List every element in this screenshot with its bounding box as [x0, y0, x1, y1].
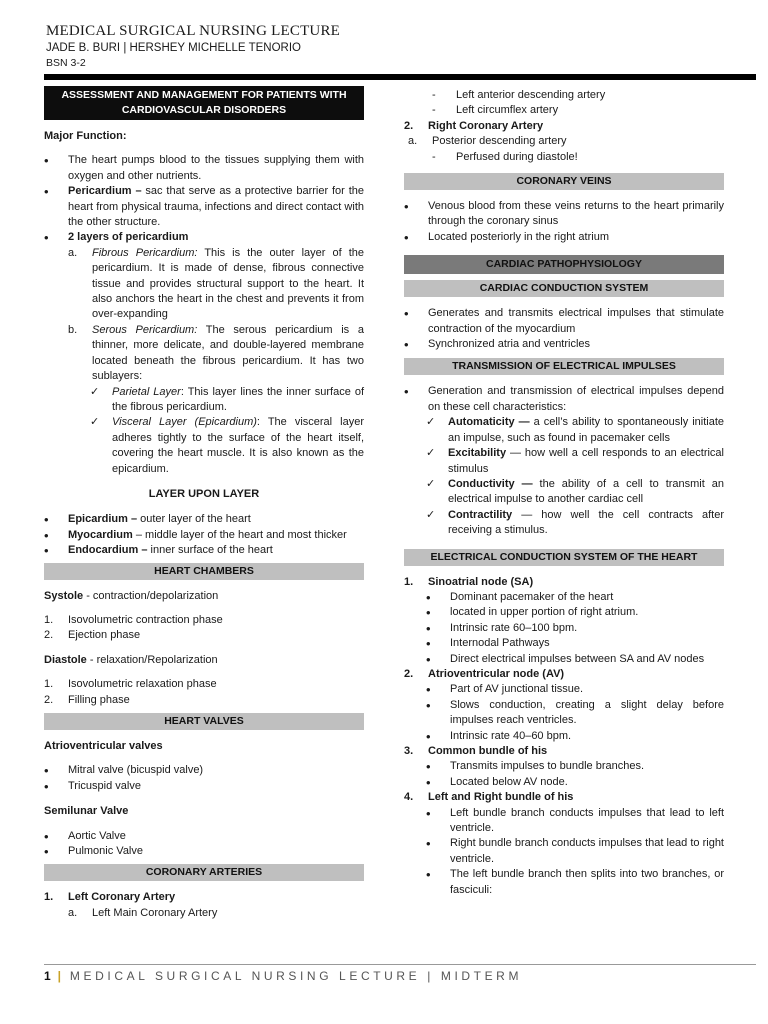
check-icon: ✓	[426, 477, 436, 490]
list-item: - Perfused during diastole!	[432, 150, 578, 163]
banner-coronary-veins: CORONARY VEINS	[404, 173, 724, 190]
list-item: 2. Filling phase	[44, 693, 130, 706]
list-item: • Generation and transmission of electrical impulses depend on these cell characteristics:	[404, 384, 724, 415]
list-item: 2. Ejection phase	[44, 629, 141, 642]
footer-separator: |	[57, 969, 61, 983]
list-item: 4. Left and Right bundle of his	[404, 791, 574, 804]
list-item: • Tricuspid valve	[44, 779, 364, 794]
list-item: - Left circumflex artery	[432, 104, 559, 117]
footer-text: MEDICAL SURGICAL NURSING LECTURE | MIDTERM	[69, 969, 523, 983]
systole-line: Systole - contraction/depolarization	[44, 589, 219, 602]
left-column	[44, 86, 364, 921]
banner-heart-valves: HEART VALVES	[44, 713, 364, 730]
list-item: • Epicardium – outer layer of the heart	[44, 512, 364, 527]
check-icon: ✓	[426, 447, 436, 460]
list-item: ✓ Contractility — how well the cell contracts after receiving a stimulus.	[426, 508, 724, 537]
list-item: • Pericardium – sac that serve as a protective barrier for the heart from physical trauma, infections and direct contact with the other structure.	[44, 184, 364, 230]
list-item: ✓ Conductivity — the ability of a cell to transmit an electrical impulse to another cardiac cell	[426, 477, 725, 506]
list-item: • Located below AV node.	[426, 775, 724, 790]
list-item: • Right bundle branch conducts impulses that lead to right ventricle.	[426, 836, 724, 867]
list-item: • Intrinsic rate 60–100 bpm.	[426, 621, 724, 636]
document-title: MEDICAL SURGICAL NURSING LECTURE	[46, 23, 341, 39]
major-function-heading: Major Function:	[44, 130, 127, 142]
list-item: a. Left Main Coronary Artery	[68, 906, 218, 919]
list-item: • Dominant pacemaker of the heart	[426, 590, 724, 605]
list-item: • located in upper portion of right atrium.	[426, 605, 724, 620]
banner-coronary-arteries: CORONARY ARTERIES	[44, 864, 364, 881]
list-item: • Transmits impulses to bundle branches.	[426, 759, 724, 774]
list-item: 2. Atrioventricular node (AV)	[404, 667, 565, 680]
banner-electrical-conduction: ELECTRICAL CONDUCTION SYSTEM OF THE HEART	[404, 549, 724, 566]
list-item: • Slows conduction, creating a slight delay before impulses reach ventricles.	[426, 698, 724, 729]
list-item: • Pulmonic Valve	[44, 844, 364, 859]
page-footer	[44, 967, 522, 985]
layer-heading: LAYER UPON LAYER	[148, 487, 260, 500]
list-item: • Located posteriorly in the right atrium	[404, 230, 724, 245]
section-label: BSN 3-2	[46, 57, 86, 69]
list-item: • Direct electrical impulses between SA and AV nodes	[426, 652, 724, 667]
banner-cardiac-conduction: CARDIAC CONDUCTION SYSTEM	[404, 280, 724, 297]
footer-rule	[44, 964, 756, 965]
list-item: 1. Sinoatrial node (SA)	[404, 575, 534, 588]
list-item: • Endocardium – inner surface of the heart	[44, 543, 364, 558]
check-icon: ✓	[426, 416, 436, 429]
list-item: - Left anterior descending artery	[432, 89, 606, 101]
list-item: a. Posterior descending artery	[408, 135, 567, 148]
list-item: 1. Isovolumetric relaxation phase	[44, 678, 217, 691]
check-icon: ✓	[426, 508, 436, 521]
header-rule	[44, 74, 756, 80]
right-column	[404, 88, 724, 898]
list-item: 3. Common bundle of his	[404, 745, 548, 757]
diastole-line: Diastole - relaxation/Repolarization	[44, 653, 218, 666]
list-item: • Left bundle branch conducts impulses that lead to left ventricle.	[426, 806, 724, 837]
banner-heart-chambers: HEART CHAMBERS	[44, 563, 364, 580]
list-item: ✓ Parietal Layer: This layer lines the inner surface of the fibrous pericardium.	[90, 385, 364, 413]
list-item: ✓ Visceral Layer (Epicardium): The visceral layer adheres tightly to the surface of the heart itself, covering the heart muscle. It is also known as the epicardium.	[90, 416, 365, 475]
list-item: • Myocardium – middle layer of the heart and most thicker	[44, 528, 364, 543]
list-item: 1. Isovolumetric contraction phase	[44, 613, 223, 626]
list-item: • Aortic Valve	[44, 829, 364, 844]
list-item: • Internodal Pathways	[426, 636, 724, 651]
list-item: • The heart pumps blood to the tissues supplying them with oxygen and other nutrients.	[44, 153, 364, 184]
list-item: ✓ Automaticity — a cell’s ability to spontaneously initiate an impulse, such as found in pacemaker cells	[426, 416, 724, 444]
list-item: • Intrinsic rate 40–60 bpm.	[426, 729, 724, 744]
list-item: 1. Left Coronary Artery	[44, 891, 176, 904]
list-item: a. Fibrous Pericardium: This is the outer layer of the pericardium. It is made of dense, fibrous connective tissue and provides structural support to the heart. It also anchors the heart in the chest and prevents it from over-expanding	[68, 246, 364, 321]
authors: JADE B. BURI | HERSHEY MICHELLE TENORIO	[46, 42, 301, 54]
page-number: 1	[44, 969, 51, 983]
list-item: • Venous blood from these veins returns to the heart primarily through the coronary sinus	[404, 199, 724, 230]
banner-transmission: TRANSMISSION OF ELECTRICAL IMPULSES	[404, 358, 724, 375]
banner-assessment: ASSESSMENT AND MANAGEMENT FOR PATIENTS WITH CARDIOVASCULAR DISORDERS	[44, 86, 364, 120]
list-item: • Mitral valve (bicuspid valve)	[44, 763, 364, 778]
list-item: • Synchronized atria and ventricles	[404, 337, 724, 352]
banner-cardiac-pathophysiology: CARDIAC PATHOPHYSIOLOGY	[404, 255, 724, 274]
list-item: • Part of AV junctional tissue.	[426, 682, 724, 697]
list-item: • Generates and transmits electrical impulses that stimulate contraction of the myocardium	[404, 306, 724, 337]
list-item: • The left bundle branch then splits into two branches, or fasciculi:	[426, 867, 724, 898]
check-icon: ✓	[90, 385, 100, 398]
list-item: b. Serous Pericardium: The serous pericardium is a thinner, more delicate, and double-layered membrane located beneath the fibrous pericardium. It has two sublayers:	[68, 323, 364, 383]
check-icon: ✓	[90, 416, 100, 429]
list-item: • 2 layers of pericardium	[44, 230, 364, 245]
av-valves-heading: Atrioventricular valves	[44, 740, 163, 752]
list-item: 2. Right Coronary Artery	[404, 119, 544, 132]
semilunar-heading: Semilunar Valve	[44, 805, 129, 818]
list-item: ✓ Excitability — how well a cell responds to an electrical stimulus	[426, 447, 724, 475]
